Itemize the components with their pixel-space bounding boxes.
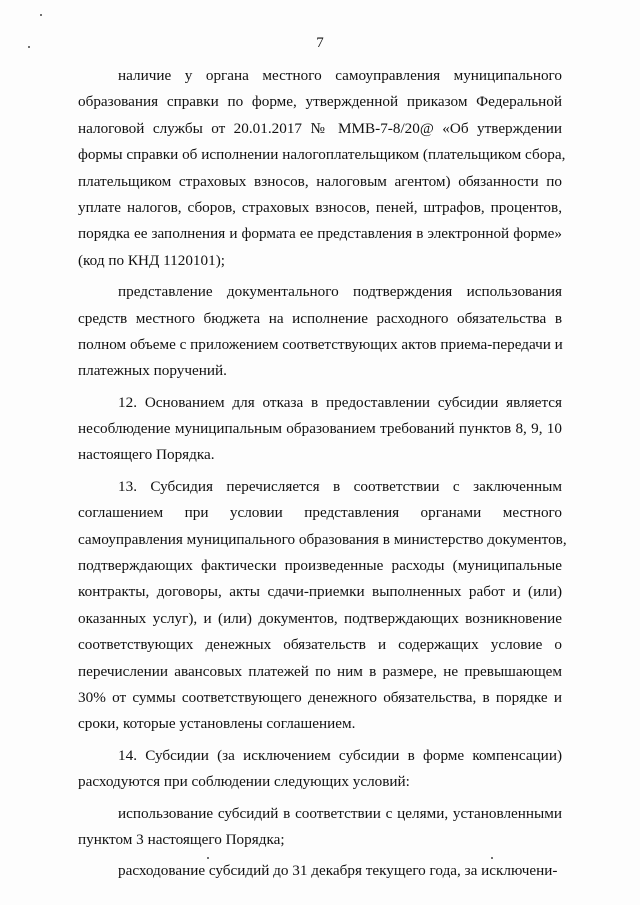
scan-speck — [207, 857, 209, 859]
text-line: уплате налогов, сборов, страховых взносов, пеней, штрафов, процентов, — [78, 198, 562, 216]
text-line: расходование субсидий до 31 декабря текущего года, за исключени- — [118, 862, 558, 880]
text-line: соглашением при условии представления органами местного — [78, 504, 562, 522]
scan-speck — [40, 14, 42, 16]
paragraph — [78, 63, 566, 274]
text-line: (код по КНД 1120101); — [78, 251, 225, 269]
scan-speck — [28, 46, 30, 48]
paragraph — [78, 743, 562, 796]
text-line: наличие у органа местного самоуправления муниципального — [118, 67, 562, 84]
text-line: 14. Субсидии (за исключением субсидии в форме компенсации) — [118, 746, 562, 764]
text-line: оказанных услуг), и (или) документов, подтверждающих возникновение — [78, 609, 562, 627]
text-line: образования справки по форме, утвержденной приказом Федеральной — [78, 93, 562, 111]
text-line: соответствующих денежных обязательств и содержащих условие о — [78, 636, 562, 654]
scan-speck — [491, 857, 493, 859]
paragraph — [78, 279, 562, 385]
paragraph — [78, 390, 562, 469]
text-line: подтверждающих фактически произведенные расходы (муниципальные — [78, 557, 562, 575]
text-line: самоуправления муниципального образования в министерство документов, — [78, 530, 567, 548]
text-line: представление документального подтверждения использования — [118, 283, 562, 301]
text-line: расходуются при соблюдении следующих условий: — [78, 773, 410, 791]
text-line: порядка ее заполнения и формата ее представления в электронной форме» — [78, 225, 562, 243]
text-line: перечислении авансовых платежей по ним в размере, не превышающем — [78, 662, 562, 680]
text-line: использование субсидий в соответствии с целями, установленными — [118, 804, 562, 822]
document-body — [78, 63, 567, 885]
paragraph — [78, 801, 562, 854]
text-line: контракты, договоры, акты сдачи-приемки выполненных работ и (или) — [78, 583, 562, 601]
text-line: 30% от суммы соответствующего денежного обязательства, в порядке и — [78, 688, 562, 706]
text-line: несоблюдение муниципальным образованием требований пунктов 8, 9, 10 — [78, 420, 562, 438]
text-line: платежных поручений. — [78, 362, 227, 380]
page-number: 7 — [316, 35, 324, 51]
paragraph — [78, 474, 567, 738]
text-line: формы справки об исполнении налогоплательщиком (плательщиком сбора, — [78, 146, 566, 164]
text-line: средств местного бюджета на исполнение расходного обязательства в — [78, 309, 562, 327]
text-line: плательщиком страховых взносов, налоговым агентом) обязанности по — [78, 172, 562, 190]
text-line: настоящего Порядка. — [78, 446, 215, 464]
text-line: 13. Субсидия перечисляется в соответствии с заключенным — [118, 477, 562, 495]
text-line: 12. Основанием для отказа в предоставлении субсидии является — [118, 393, 562, 411]
text-line: полном объеме с приложением соответствующих актов приема-передачи и — [78, 335, 563, 353]
text-line: пунктом 3 настоящего Порядка; — [78, 830, 285, 848]
text-line: налоговой службы от 20.01.2017 № ММВ-7-8/20@ «Об утверждении — [78, 119, 562, 137]
text-line: сроки, которые установлены соглашением. — [78, 715, 356, 733]
paragraph — [78, 858, 562, 884]
